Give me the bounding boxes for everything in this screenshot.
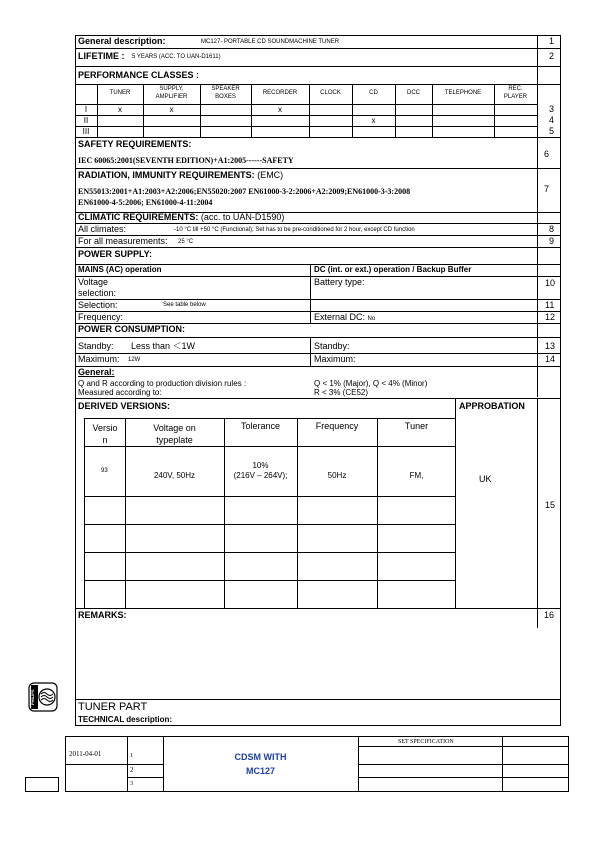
perf-mark: x [278, 105, 282, 114]
power-supply-label: POWER SUPPLY: [78, 249, 153, 259]
perf-header-tuner: TUNER [109, 90, 131, 96]
derived-tolerance-2: (216V – 264V); [233, 471, 288, 480]
consumption-label: POWER CONSUMPTION: [78, 324, 185, 334]
derived-label: DERIVED VERSIONS: [78, 401, 171, 411]
perf-class: III [82, 127, 90, 136]
perf-class: II [83, 116, 89, 125]
external-dc-label: External DC: [314, 312, 366, 322]
derived-header-frequency: Frequency [315, 421, 359, 431]
row-number-1: 1 [549, 36, 555, 46]
perf-header-dcc: DCC [407, 90, 420, 96]
perf-class: I [84, 105, 88, 114]
external-dc-value: No [367, 316, 376, 322]
tuner-title: TUNER PART [78, 701, 148, 713]
measurements-label: For all measurements: [78, 236, 168, 246]
selection-label: Selection: [78, 300, 118, 310]
philips-logo-text: PHILIPS [30, 689, 35, 705]
derived-header-tuner: Tuner [404, 421, 429, 431]
radiation-line1: EN55013:2001+A1:2003+A2:2006;EN55020:2007 EN61000-3-2:2006+A2:2009;EN61000-3-3:2008 [78, 187, 411, 196]
all-climates-value: -10 °C till +50 °C (Functional); Set has to be pre-conditioned for 2 hour, except CD function [174, 227, 415, 233]
footer-title-1: CDSM WITH [234, 752, 287, 762]
footer-set-label: SET SPECIFICATION [398, 739, 454, 745]
external-dc [314, 313, 375, 322]
measured-line: Measured according to: [78, 388, 162, 397]
safety-value: IEC 60065:2001(SEVENTH EDITION)+A1:2005------SAFETY [78, 156, 294, 165]
lifetime-value: 5 YEARS (ACC. TO UAN-D1611) [132, 54, 221, 60]
derived-header-voltage: Voltage on typeplate [153, 423, 196, 446]
row-number-16: 16 [544, 610, 555, 620]
battery-label: Battery type: [314, 277, 365, 287]
tuner-subtitle: TECHNICAL description: [78, 715, 173, 724]
general2-label: General: [78, 367, 115, 377]
general-value: MC127- PORTABLE CD SOUNDMACHINE TUNER [201, 39, 340, 45]
row-number-11: 11 [545, 300, 555, 310]
row-number-10: 10 [545, 278, 556, 288]
climatic-label [78, 213, 284, 222]
footer-rev-3: 3 [130, 781, 133, 787]
row-number-7: 7 [544, 184, 550, 194]
row-number-5: 5 [549, 126, 555, 136]
performance-label: PERFORMANCE CLASSES : [78, 70, 200, 80]
derived-approbation: UK [479, 474, 492, 484]
perf-header-rec-player: REC. PLAYER [503, 86, 528, 100]
radiation-label-text: RADIATION, IMMUNITY REQUIREMENTS: [78, 170, 255, 180]
radiation-label-emc: (EMC) [257, 170, 284, 180]
lifetime-label: LIFETIME : [78, 51, 125, 61]
perf-mark: x [169, 105, 174, 114]
radiation-label [78, 171, 283, 180]
r-value: R < 3% (CE52) [314, 388, 369, 397]
safety-label: SAFETY REQUIREMENTS: [78, 139, 192, 149]
footer-rev-1: 1 [130, 753, 133, 759]
all-climates-label: All climates: [78, 224, 127, 234]
standby-label: Standby: [78, 341, 114, 351]
derived-version: 93 [101, 468, 108, 474]
row-number-9: 9 [549, 236, 555, 246]
row-number-4: 4 [549, 115, 555, 125]
derived-header-version: Versio n [92, 423, 118, 446]
row-number-6: 6 [544, 149, 550, 159]
footer-title-2: MC127 [245, 766, 275, 776]
row-number-3: 3 [549, 104, 555, 114]
perf-header-speaker: SPEAKER BOXES [211, 86, 240, 100]
radiation-line2: EN61000-4-5:2006; EN61000-4-11:2004 [78, 198, 213, 207]
maximum-value: 12W [128, 357, 141, 363]
standby-value: Less than ＜1W [131, 341, 196, 351]
dc-label: DC (int. or ext.) operation / Backup Buffer [314, 265, 472, 274]
voltage-label: Voltage [78, 277, 109, 287]
row-number-13: 13 [545, 341, 556, 351]
derived-voltage: 240V, 50Hz [153, 471, 196, 480]
climatic-label-text: CLIMATIC REQUIREMENTS: [78, 212, 199, 222]
climatic-label-ref: (acc. to UAN-D1590) [200, 212, 285, 222]
perf-header-recorder: RECORDER [262, 90, 298, 96]
maximum-label: Maximum: [78, 354, 120, 364]
perf-header-supply: SUPPLY, AMPLIFIER [155, 86, 188, 100]
row-number-14: 14 [545, 354, 556, 364]
row-number-8: 8 [549, 224, 555, 234]
mains-label: MAINS (AC) operation [78, 265, 162, 274]
perf-mark: x [118, 105, 122, 114]
perf-header-cd: CD [369, 90, 378, 96]
derived-frequency: 50Hz [327, 471, 347, 480]
dc-standby-label: Standby: [314, 341, 350, 351]
selection-value: See table below [163, 302, 206, 308]
frequency-label: Frequency: [78, 312, 124, 322]
row-number-12: 12 [545, 312, 556, 322]
stamp-box [25, 777, 59, 792]
measurements-value: 25 °C [178, 239, 194, 245]
approbation-label: APPROBATION [459, 401, 525, 411]
row-number-15: 15 [545, 500, 556, 510]
perf-mark: x [371, 116, 376, 125]
general-label: General description: [78, 36, 166, 46]
row-number-2: 2 [549, 51, 555, 61]
perf-header-clock: CLOCK [320, 90, 341, 96]
derived-header-tolerance: Tolerance [240, 421, 281, 431]
philips-logo [28, 682, 58, 712]
dc-maximum-label: Maximum: [314, 354, 356, 364]
qr-line: Q and R according to production division rules : [78, 379, 247, 388]
voltage-label-2: selection: [78, 288, 117, 298]
derived-tolerance-1: 10% [252, 461, 269, 470]
remarks-label: REMARKS: [78, 610, 127, 620]
footer-rev-2: 2 [130, 766, 134, 774]
q-value: Q < 1% (Major), Q < 4% (Minor) [314, 379, 428, 388]
footer-date: 2011-04-01 [69, 750, 102, 758]
perf-header-telephone: TELEPHONE [444, 90, 482, 96]
derived-tuner: FM, [409, 471, 424, 480]
